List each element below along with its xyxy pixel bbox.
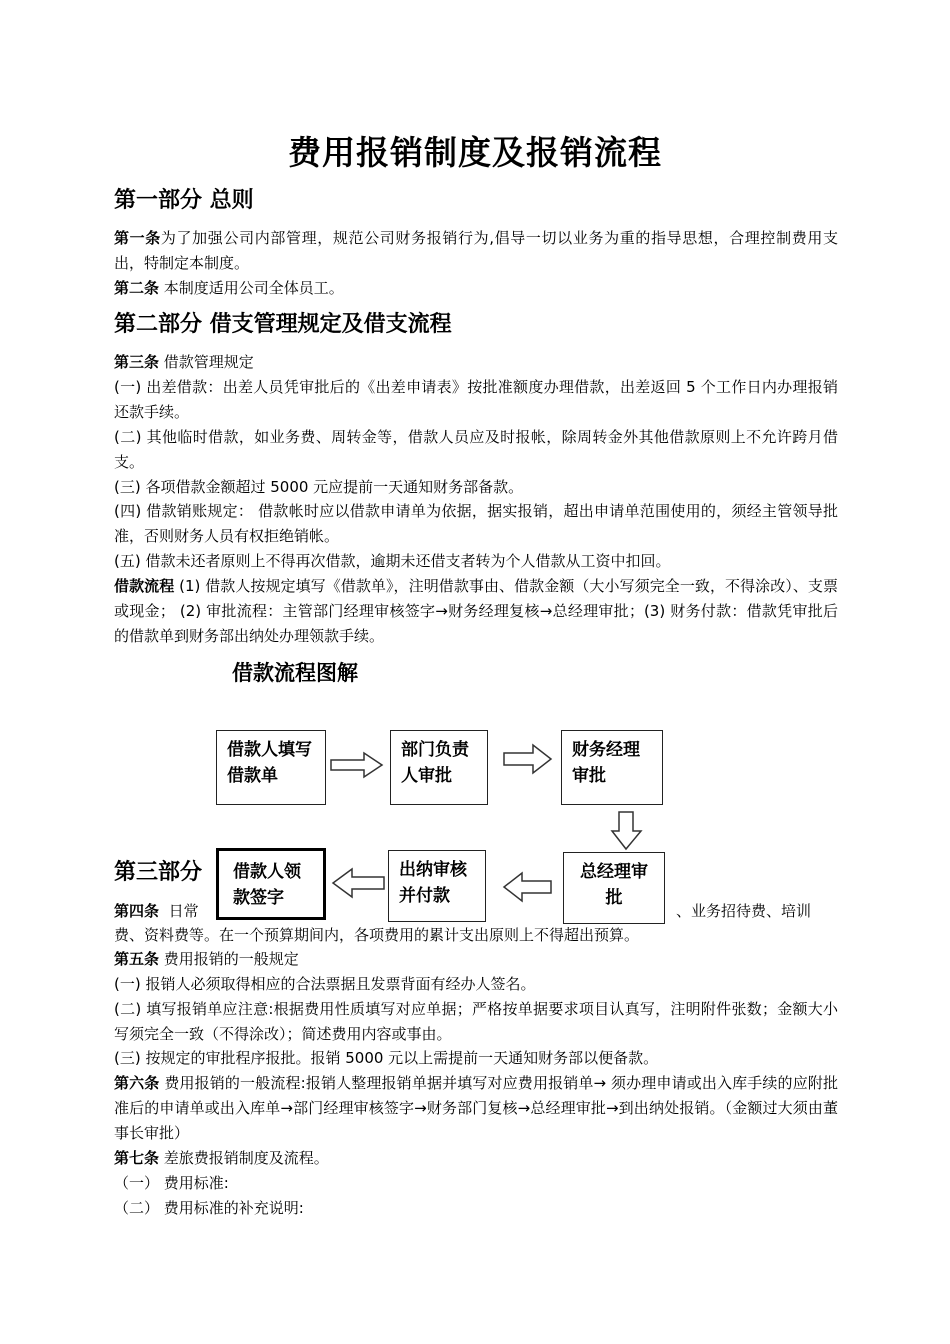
loan-item-3: (三) 各项借款金额超过 5000 元应提前一天通知财务部备款。	[114, 478, 524, 496]
article-3-text: 借款管理规定	[159, 353, 254, 371]
article-4-text-start: 日常	[168, 902, 199, 920]
expense-item-2: (二) 填写报销单应注意:根据费用性质填写对应单据；严格按单据要求项目认真写，注明附件张数；金额大小写须完全一致（不得涂改）；简述费用内容或事由。	[114, 1000, 838, 1043]
loan-item-4: (四) 借款销账规定： 借款帐时应以借款申请单为依据，据实报销，超出申请单范围使用的，须经主管领导批准，否则财务人员有权拒绝销帐。	[114, 502, 838, 545]
expense-item-1: (一) 报销人必须取得相应的合法票据且发票背面有经办人签名。	[114, 975, 536, 993]
article-4-label: 第四条	[114, 902, 160, 920]
part3-heading: 第三部分	[114, 860, 203, 885]
article-5	[114, 947, 299, 972]
arrow-right-icon	[503, 744, 553, 774]
arrow-right-icon	[330, 752, 384, 778]
article-7-label: 第七条	[114, 1149, 160, 1167]
arrow-left-icon	[332, 868, 386, 898]
article-1-label: 第一条	[114, 229, 161, 247]
article-4-tail: 、业务招待费、培训	[676, 902, 812, 920]
part1-heading: 第一部分 总则	[114, 188, 254, 213]
arrow-left-icon	[503, 872, 553, 902]
article-2	[114, 276, 344, 301]
article-7	[114, 1146, 329, 1171]
flow-box-finance-manager: 财务经理审批	[561, 730, 663, 805]
diagram-title: 借款流程图解	[232, 661, 358, 685]
loan-item-1: (一) 出差借款：出差人员凭审批后的《出差申请表》按批准额度办理借款，出差返回 5 个工作日内办理报销还款手续。	[114, 378, 838, 421]
article-2-text: 本制度适用公司全体员工。	[159, 279, 344, 297]
loan-item-2: (二) 其他临时借款，如业务费、周转金等，借款人员应及时报帐，除周转金外其他借款原则上不允许跨月借支。	[114, 428, 838, 471]
flow-box-dept-approval: 部门负责人审批	[390, 730, 488, 805]
loan-process	[114, 574, 838, 649]
article-1-text: 为了加强公司内部管理，规范公司财务报销行为,倡导一切以业务为重的指导思想，合理控制费用支出，特制定本制度。	[114, 229, 838, 272]
article-6-text: 费用报销的一般流程:报销人整理报销单据并填写对应费用报销单→ 须办理申请或出入库手续的应附批准后的申请单或出入库单→部门经理审核签字→财务部门复核→总经理审批→到出纳处报销。（金额过大须由董事长审批）	[114, 1074, 838, 1142]
flow-box-collect-sign: 借款人领款签字	[216, 848, 326, 920]
loan-process-label: 借款流程	[114, 577, 175, 595]
article-3	[114, 350, 254, 375]
article-5-label: 第五条	[114, 950, 160, 968]
article-6	[114, 1071, 838, 1146]
article-7-sub-2: （二） 费用标准的补充说明:	[114, 1199, 304, 1217]
loan-item-5: (五) 借款未还者原则上不得再次借款，逾期未还借支者转为个人借款从工资中扣回。	[114, 552, 671, 570]
article-6-label: 第六条	[114, 1074, 160, 1092]
arrow-down-icon	[611, 811, 643, 851]
part2-heading: 第二部分 借支管理规定及借支流程	[114, 312, 452, 337]
article-7-text: 差旅费报销制度及流程。	[159, 1149, 329, 1167]
article-5-text: 费用报销的一般规定	[159, 950, 299, 968]
loan-process-text: (1) 借款人按规定填写《借款单》，注明借款事由、借款金额（大小写须完全一致，不得涂改）、支票或现金； (2) 审批流程：主管部门经理审核签字→财务经理复核→总经理审批；(3) 财务付款：借款凭审批后的借款单到财务部出纳处办理领款手续。	[114, 577, 838, 645]
article-2-label: 第二条	[114, 279, 160, 297]
expense-item-3: (三) 按规定的审批程序报批。报销 5000 元以上需提前一天通知财务部以便备款。	[114, 1049, 659, 1067]
flow-box-fill-form: 借款人填写 借款单	[216, 730, 326, 805]
article-7-sub-1: （一） 费用标准:	[114, 1174, 229, 1192]
article-4-cont: 费、资料费等。在一个预算期间内，各项费用的累计支出原则上不得超出预算。	[114, 926, 640, 944]
flow-box-general-manager: 总经理审批	[563, 852, 665, 924]
flow-box-cashier: 出纳审核并付款	[388, 850, 486, 922]
article-1	[114, 226, 838, 276]
article-4-start	[114, 899, 199, 924]
document-title: 费用报销制度及报销流程	[288, 133, 662, 172]
article-3-label: 第三条	[114, 353, 160, 371]
